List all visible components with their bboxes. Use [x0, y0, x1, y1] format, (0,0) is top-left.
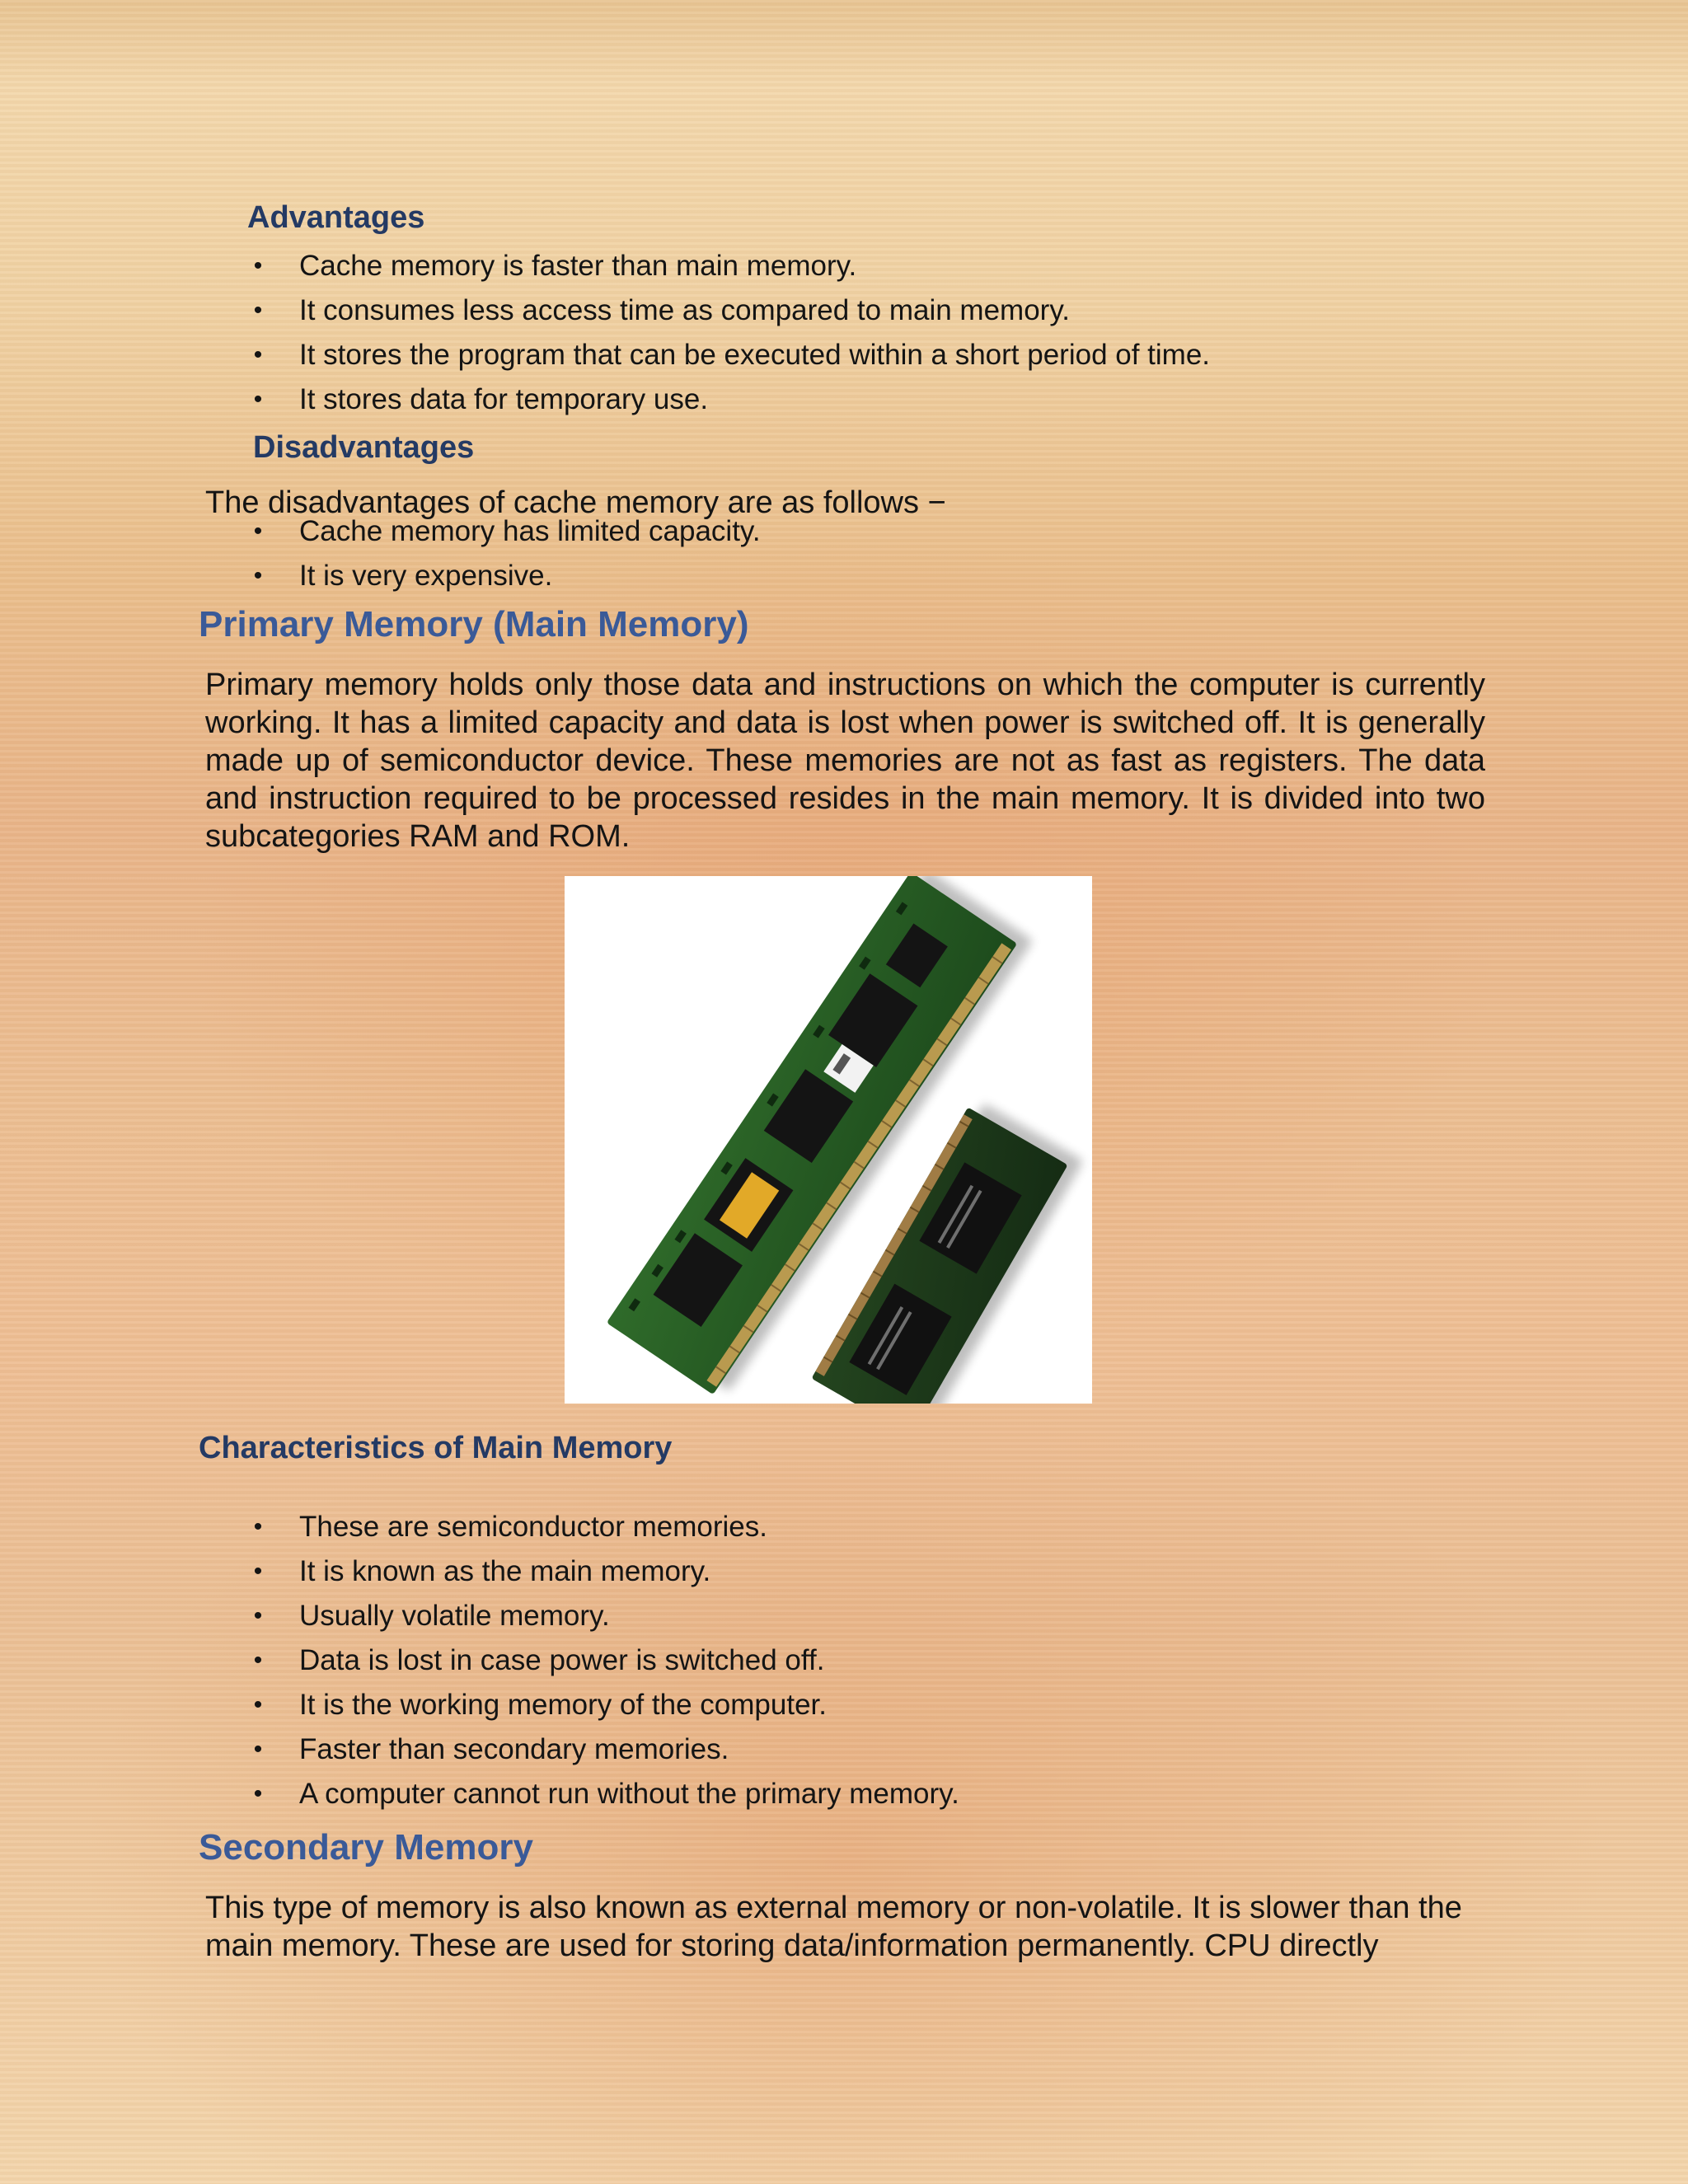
bullet-icon: • — [253, 252, 263, 279]
list-item: • It stores data for temporary use. — [250, 377, 1210, 422]
list-item: • These are semiconductor memories. — [250, 1505, 959, 1549]
list-item: • It consumes less access time as compared to main memory. — [250, 288, 1210, 333]
list-item: • Cache memory has limited capacity. — [250, 509, 761, 554]
bullet-icon: • — [253, 341, 263, 368]
primary-memory-heading: Primary Memory (Main Memory) — [199, 604, 749, 644]
disadvantages-intro: The disadvantages of cache memory are as follows − — [205, 485, 946, 520]
ram-modules-illustration — [565, 876, 1092, 1404]
disadvantages-list — [250, 509, 761, 598]
characteristics-heading: Characteristics of Main Memory — [199, 1431, 673, 1465]
advantages-heading: Advantages — [247, 200, 425, 235]
list-item: • Usually volatile memory. — [250, 1594, 959, 1638]
characteristics-list — [250, 1505, 959, 1816]
bullet-icon: • — [253, 1647, 263, 1674]
list-item: • Data is lost in case power is switched off. — [250, 1638, 959, 1683]
bullet-icon: • — [253, 386, 263, 413]
bullet-icon: • — [253, 1736, 263, 1763]
list-item: • A computer cannot run without the primary memory. — [250, 1772, 959, 1816]
secondary-memory-paragraph: This type of memory is also known as external memory or non-volatile. It is slower than the main memory. These are used for storing data/information permanently. CPU directly — [205, 1891, 1462, 1963]
bullet-icon: • — [253, 1780, 263, 1807]
bullet-icon: • — [253, 1558, 263, 1585]
disadvantages-heading: Disadvantages — [253, 430, 475, 465]
bullet-icon: • — [253, 1602, 263, 1629]
bullet-icon: • — [253, 1513, 263, 1540]
list-item: • It stores the program that can be executed within a short period of time. — [250, 333, 1210, 377]
list-item: • Faster than secondary memories. — [250, 1727, 959, 1772]
advantages-list — [250, 244, 1210, 422]
bullet-icon: • — [253, 1691, 263, 1718]
list-item: • It is very expensive. — [250, 554, 761, 598]
list-item: • It is known as the main memory. — [250, 1549, 959, 1594]
list-item: • It is the working memory of the computer. — [250, 1683, 959, 1727]
bullet-icon: • — [253, 518, 263, 545]
list-item: • Cache memory is faster than main memory. — [250, 244, 1210, 288]
ram-modules-image — [565, 876, 1092, 1404]
secondary-memory-heading: Secondary Memory — [199, 1827, 533, 1868]
bullet-icon: • — [253, 562, 263, 589]
primary-memory-paragraph: Primary memory holds only those data and instructions on which the computer is currently working. It has a limited capacity and data is lost when power is switched off. It is generally made up of semiconductor device. These memories are not as fast as registers. The data and instruction required to be processed resides in the main memory. It is divided into two subcategories RAM and ROM. — [205, 668, 1485, 854]
bullet-icon: • — [253, 297, 263, 324]
